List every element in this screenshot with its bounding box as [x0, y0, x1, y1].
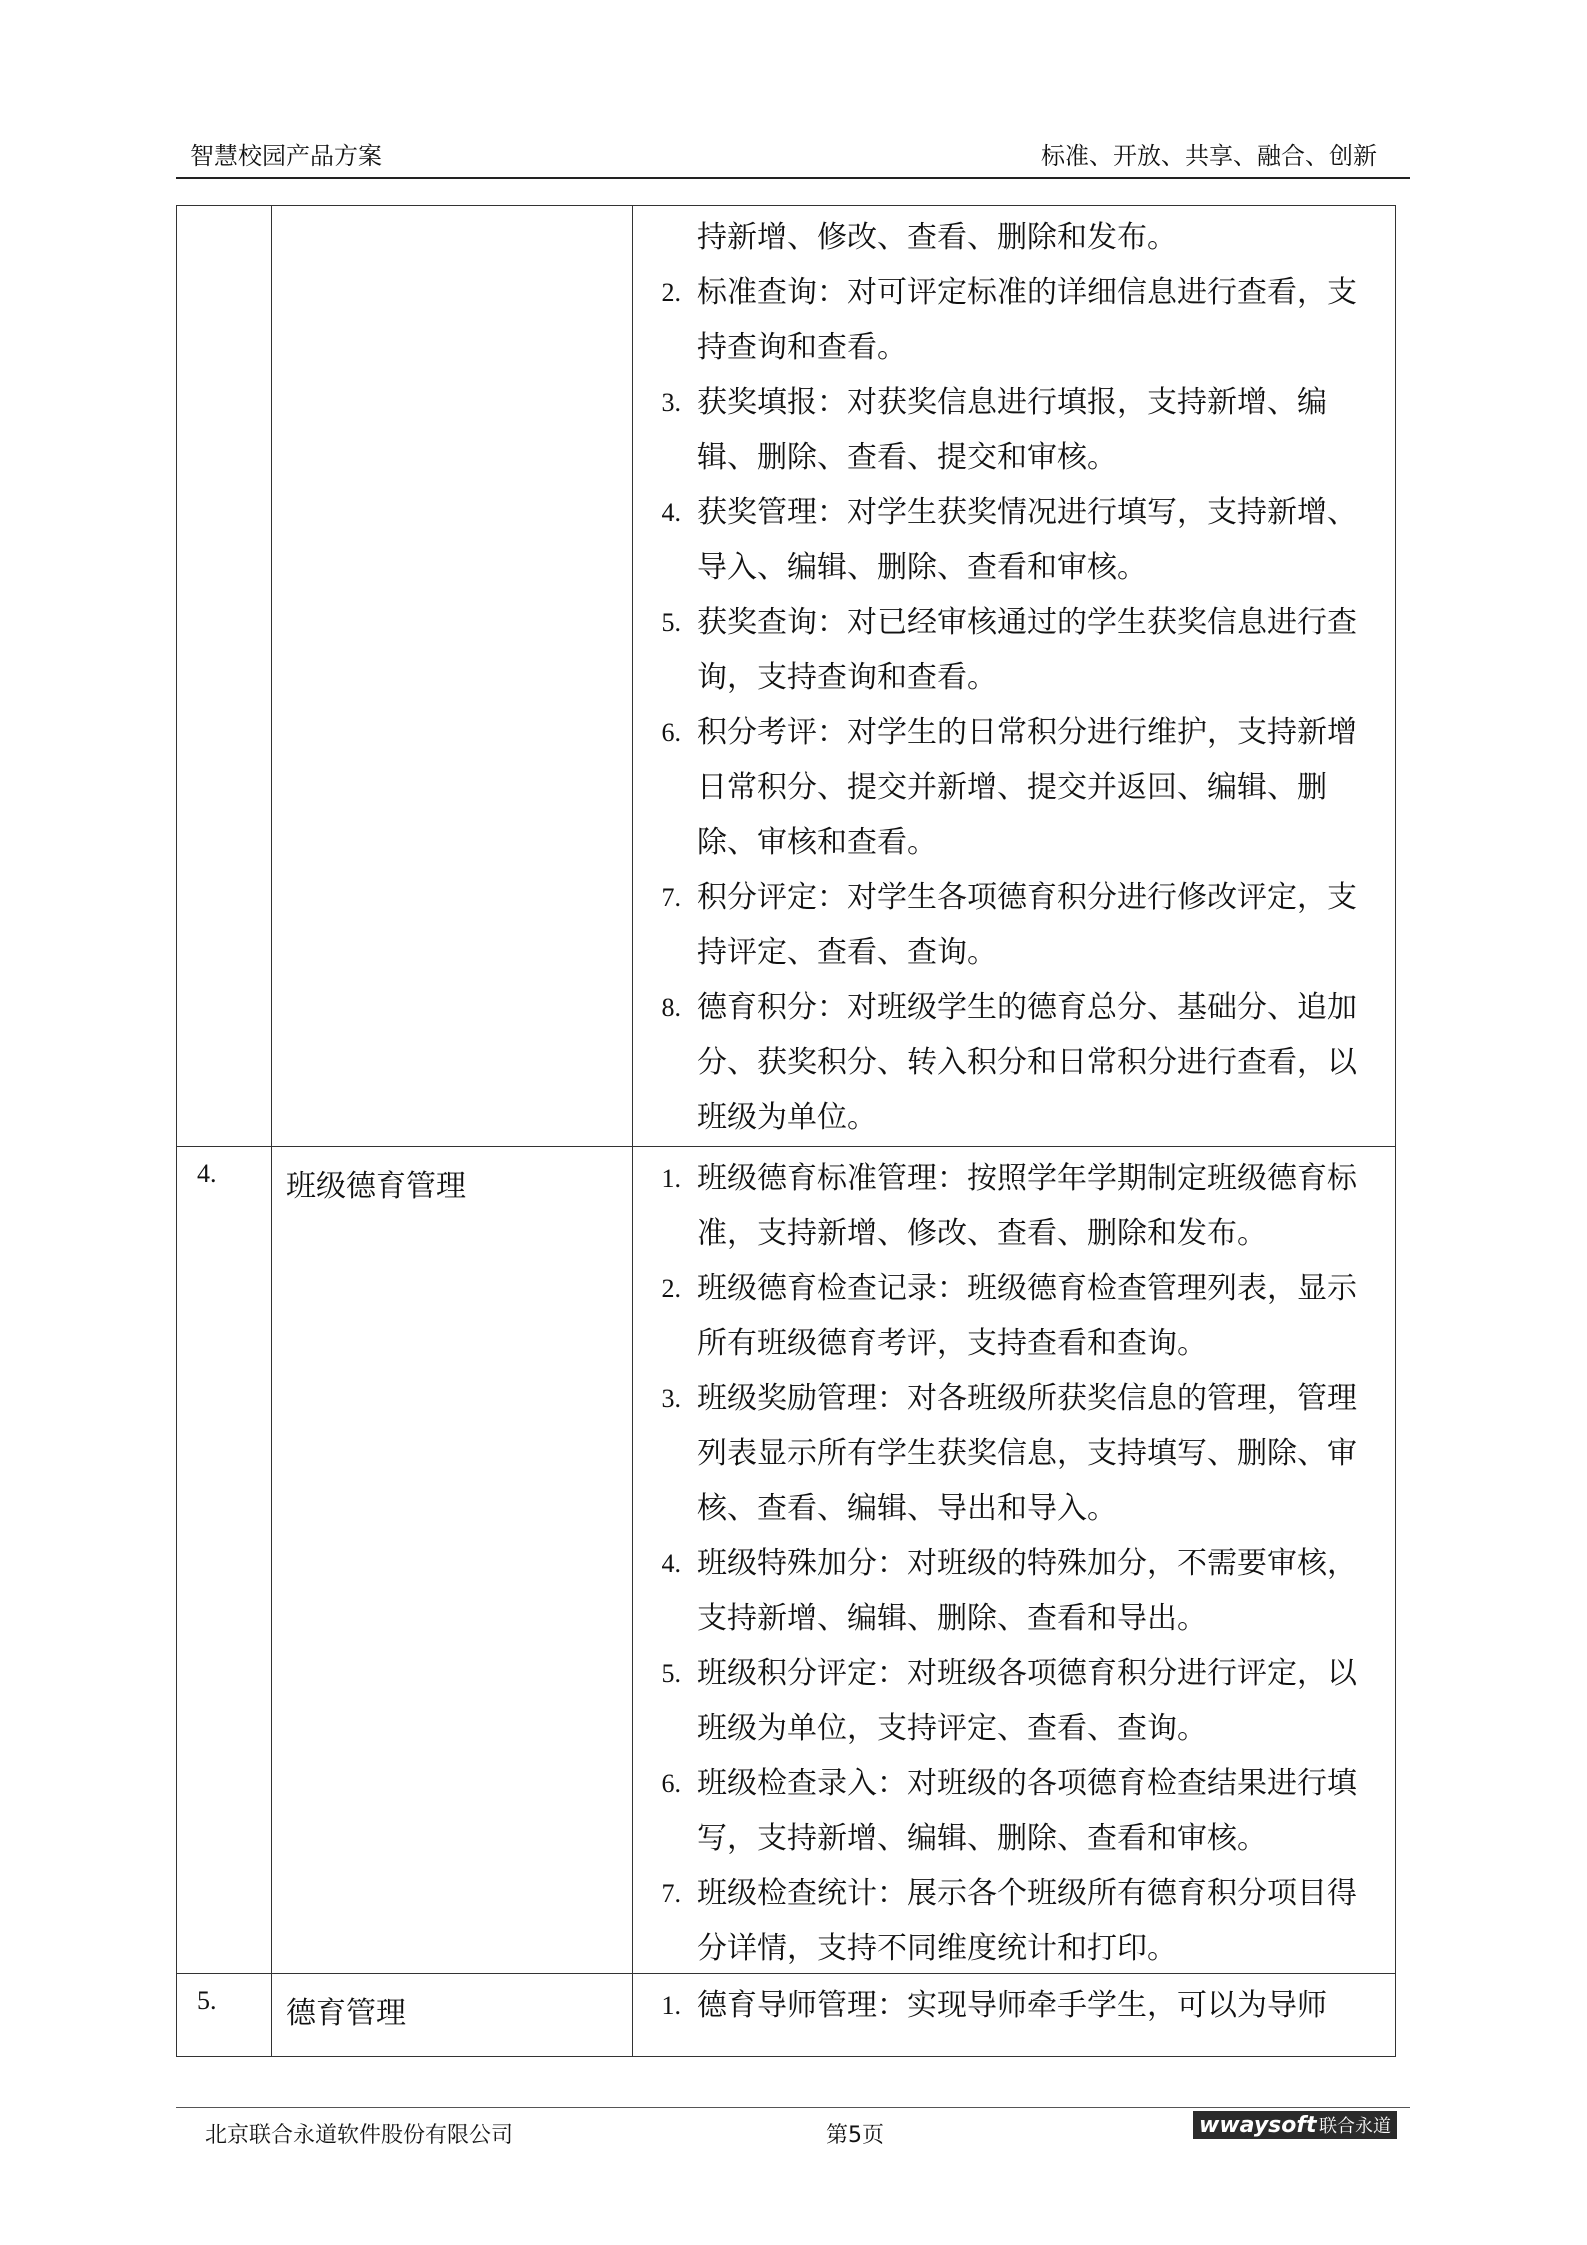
table-row: [177, 1973, 1395, 2056]
list-item: [633, 375, 1383, 485]
item-number: 3.: [661, 388, 681, 417]
table-row: [177, 1146, 1395, 1973]
row-description: [633, 1974, 1395, 2056]
continued-text: 持新增、修改、查看、删除和发布。: [697, 220, 1177, 255]
item-text: 积分考评：对学生的日常积分进行维护，支持新增日常积分、提交并新增、提交并返回、编辑、删除、审核和查看。: [697, 715, 1357, 860]
row-description: [633, 206, 1395, 1146]
row-module-name: [272, 206, 633, 1146]
row-module-name: 德育管理: [272, 1974, 633, 2056]
item-number: 7.: [661, 1879, 681, 1908]
page-number: 第5页: [826, 2123, 884, 2148]
item-number: 4.: [661, 1549, 681, 1578]
list-item: [633, 1756, 1383, 1866]
item-number: 6.: [661, 1769, 681, 1798]
list-item: [633, 870, 1383, 980]
list-item: [633, 1536, 1383, 1646]
logo-chinese: 联合永道: [1319, 2116, 1391, 2137]
row-number: [177, 206, 272, 1146]
row-number: 5.: [177, 1974, 272, 2056]
list-item: [633, 1978, 1383, 2033]
list-item: [633, 705, 1383, 870]
list-item: [633, 1646, 1383, 1756]
company-logo: [1193, 2111, 1397, 2139]
item-text: 获奖管理：对学生获奖情况进行填写，支持新增、导入、编辑、删除、查看和审核。: [697, 495, 1357, 585]
row-description: [633, 1147, 1395, 1973]
item-text: 班级德育标准管理：按照学年学期制定班级德育标准，支持新增、修改、查看、删除和发布。: [697, 1161, 1357, 1251]
item-text: 获奖填报：对获奖信息进行填报，支持新增、编辑、删除、查看、提交和审核。: [697, 385, 1327, 475]
item-number: 6.: [661, 718, 681, 747]
list-item: [633, 1371, 1383, 1536]
header-divider: [176, 177, 1410, 179]
item-text: 班级检查录入：对班级的各项德育检查结果进行填写，支持新增、编辑、删除、查看和审核。: [697, 1766, 1357, 1856]
item-number: 7.: [661, 883, 681, 912]
item-number: 2.: [661, 278, 681, 307]
list-item: [633, 980, 1383, 1145]
item-number: 2.: [661, 1274, 681, 1303]
feature-table: [176, 205, 1396, 2057]
item-number: 1.: [661, 1164, 681, 1193]
item-number: 5.: [661, 1659, 681, 1688]
list-item: [633, 595, 1383, 705]
item-text: 德育导师管理：实现导师牵手学生，可以为导师: [697, 1988, 1327, 2023]
item-text: 标准查询：对可评定标准的详细信息进行查看，支持查询和查看。: [697, 275, 1357, 365]
item-number: 5.: [661, 608, 681, 637]
item-number: 4.: [661, 498, 681, 527]
logo-wordmark: wwaysoft: [1199, 2112, 1317, 2138]
header-title: 智慧校园产品方案: [190, 142, 382, 170]
item-text: 班级检查统计：展示各个班级所有德育积分项目得分详情，支持不同维度统计和打印。: [697, 1876, 1357, 1966]
item-text: 德育积分：对班级学生的德育总分、基础分、追加分、获奖积分、转入积分和日常积分进行查看，以班级为单位。: [697, 990, 1357, 1135]
list-item: [633, 1151, 1383, 1261]
item-text: 积分评定：对学生各项德育积分进行修改评定，支持评定、查看、查询。: [697, 880, 1357, 970]
footer-divider: [176, 2107, 1410, 2108]
item-number: 8.: [661, 993, 681, 1022]
row-number: 4.: [177, 1147, 272, 1973]
list-item: [633, 485, 1383, 595]
item-text: 班级特殊加分：对班级的特殊加分，不需要审核，支持新增、编辑、删除、查看和导出。: [697, 1546, 1357, 1636]
table-row: [177, 206, 1395, 1146]
item-text: 班级德育检查记录：班级德育检查管理列表，显示所有班级德育考评，支持查看和查询。: [697, 1271, 1357, 1361]
item-text: 获奖查询：对已经审核通过的学生获奖信息进行查询，支持查询和查看。: [697, 605, 1357, 695]
list-item: [633, 1261, 1383, 1371]
list-item: [633, 1866, 1383, 1976]
item-text: 班级奖励管理：对各班级所获奖信息的管理，管理列表显示所有学生获奖信息，支持填写、删除、审核、查看、编辑、导出和导入。: [697, 1381, 1357, 1526]
footer-company: 北京联合永道软件股份有限公司: [205, 2123, 514, 2148]
row-module-name: 班级德育管理: [272, 1147, 633, 1973]
item-text: 班级积分评定：对班级各项德育积分进行评定，以班级为单位，支持评定、查看、查询。: [697, 1656, 1357, 1746]
item-number: 3.: [661, 1384, 681, 1413]
header-slogan: 标准、开放、共享、融合、创新: [1041, 142, 1377, 170]
list-item: [633, 265, 1383, 375]
item-number: 1.: [661, 1991, 681, 2020]
